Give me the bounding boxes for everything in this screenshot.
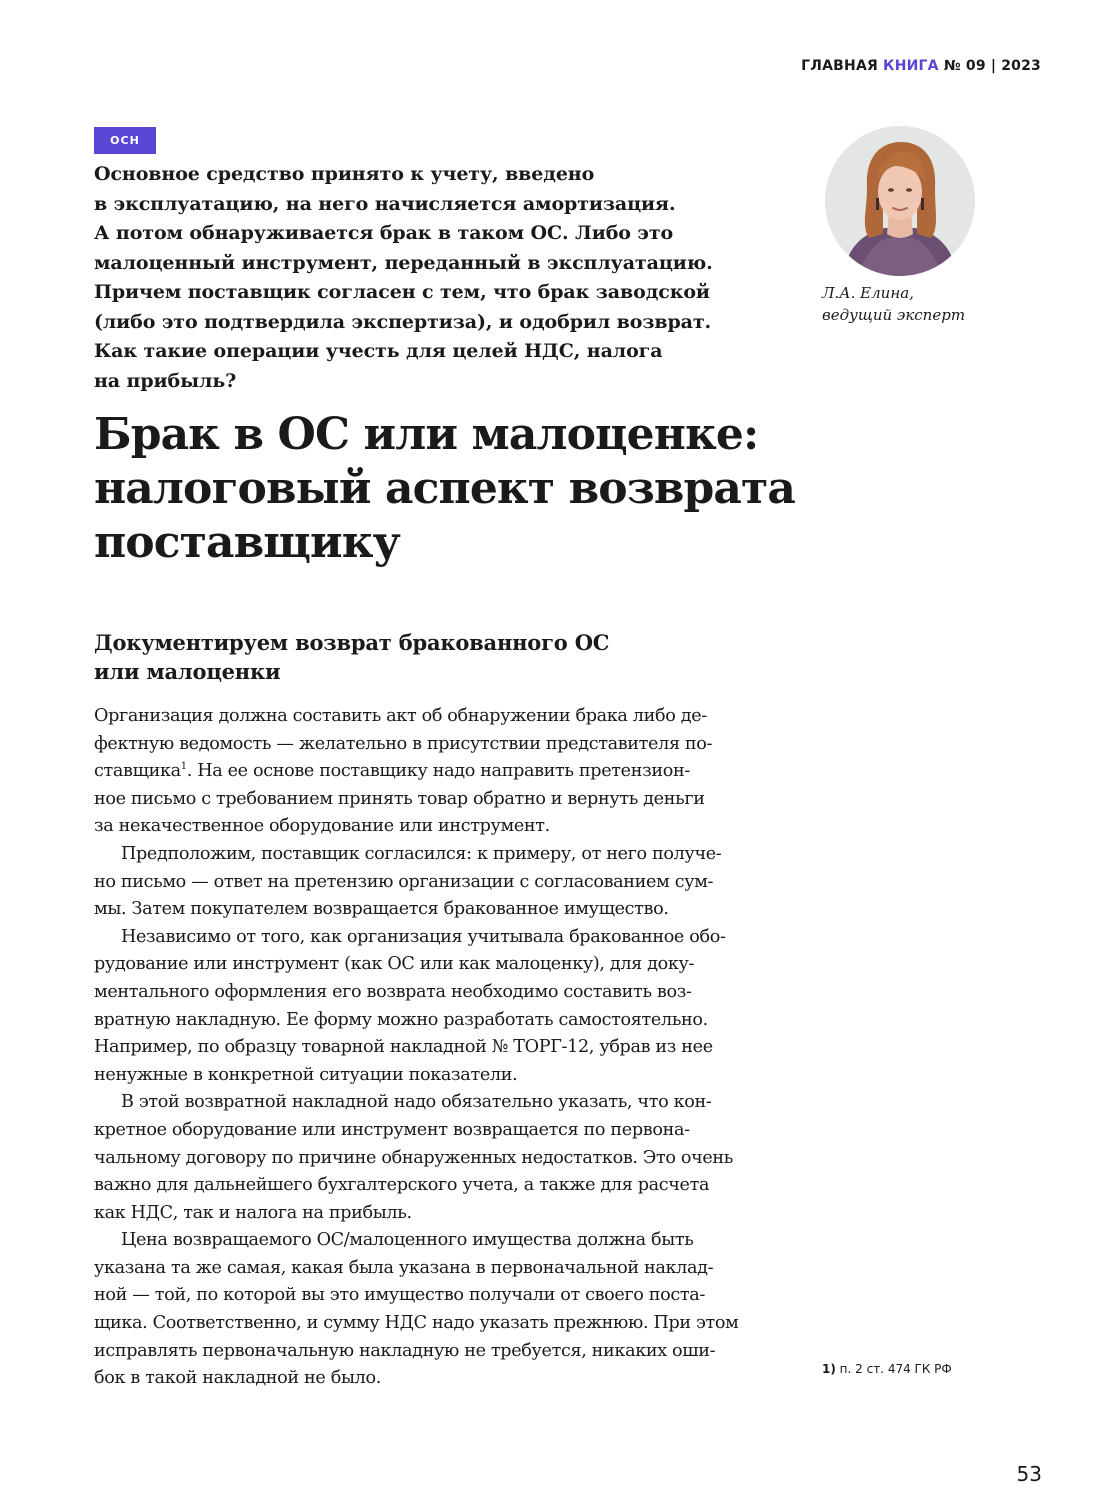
text-line: Цена возвращаемого ОС/малоценного имущества должна быть (121, 1230, 694, 1251)
paragraph-2 (94, 841, 772, 924)
author-caption (822, 282, 965, 326)
tax-regime-badge: ОСН (94, 127, 156, 154)
text-fragment: ставщика (94, 761, 181, 782)
text-line: Независимо от того, как организация учитывала бракованное обо- (121, 926, 726, 947)
article-body (94, 703, 772, 1393)
heading-line: Документируем возврат бракованного ОС (94, 630, 610, 655)
author-photo (825, 126, 975, 276)
footnote-text: п. 2 ст. 474 ГК РФ (839, 1362, 952, 1376)
lead-line: малоценный инструмент, переданный в эксплуатацию. (94, 251, 713, 274)
heading-line: или малоценки (94, 659, 281, 684)
paragraph-4 (94, 1089, 772, 1227)
lead-line: на прибыль? (94, 369, 237, 392)
footnote (822, 1362, 952, 1376)
lead-line: Основное средство принято к учету, введено (94, 163, 595, 185)
text-line: рудование или инструмент (как ОС или как малоценку), для доку- (94, 954, 695, 975)
lead-line: А потом обнаруживается брак в таком ОС. Либо это (94, 222, 674, 244)
text-fragment: . На ее основе поставщику надо направить претензион- (186, 761, 690, 782)
text-line: ной — той, по которой вы это имущество получали от своего поста- (94, 1285, 706, 1306)
text-line: ментального оформления его возврата необходимо составить воз- (94, 981, 692, 1002)
text-line: мы. Затем покупателем возвращается бракованное имущество. (94, 899, 669, 920)
text-line: указана та же самая, какая была указана в первоначальной наклад- (94, 1257, 714, 1278)
text-line: Например, по образцу товарной накладной № ТОРГ-12, убрав из нее (94, 1037, 713, 1058)
text-line: фектную ведомость — желательно в присутствии представителя по- (94, 733, 713, 754)
text-line: за некачественное оборудование или инструмент. (94, 816, 550, 837)
text-line: вратную накладную. Ее форму можно разработать самостоятельно. (94, 1009, 708, 1030)
issue-number: № 09 | 2023 (943, 58, 1041, 74)
text-line: щика. Соответственно, и сумму НДС надо указать прежнюю. При этом (94, 1313, 739, 1334)
footnote-ref[interactable]: 1 (180, 761, 187, 773)
text-line: Предположим, поставщик согласился: к примеру, от него получе- (121, 843, 722, 864)
brand-main: ГЛАВНАЯ (801, 58, 878, 74)
lead-line: в эксплуатацию, на него начисляется амортизация. (94, 192, 676, 215)
page-number: 53 (1016, 1462, 1042, 1486)
magazine-header (801, 58, 1041, 74)
text-line: Организация должна составить акт об обнаружении брака либо де- (94, 706, 707, 726)
text-line: исправлять первоначальную накладную не требуется, никаких оши- (94, 1340, 716, 1361)
article-title (94, 408, 795, 570)
text-line: чальному договору по причине обнаруженных недостатков. Это очень (94, 1147, 734, 1168)
title-line: поставщику (94, 517, 400, 568)
title-line: Брак в ОС или малоценке: (94, 409, 759, 460)
lead-line: (либо это подтвердила экспертиза), и одобрил возврат. (94, 310, 712, 333)
author-role: ведущий эксперт (822, 306, 966, 324)
author-name: Л.А. Елина, (822, 284, 914, 302)
lead-line: Как такие операции учесть для целей НДС, налога (94, 340, 663, 362)
text-line: важно для дальнейшего бухгалтерского учета, а также для расчета (94, 1175, 710, 1196)
brand-accent: КНИГА (883, 58, 939, 74)
text-line: как НДС, так и налога на прибыль. (94, 1202, 412, 1223)
text-line: бок в такой накладной не было. (94, 1368, 381, 1389)
paragraph-3 (94, 924, 772, 1090)
lead-line: Причем поставщик согласен с тем, что брак заводской (94, 281, 710, 303)
paragraph-1 (94, 703, 772, 841)
text-line (94, 758, 772, 786)
text-line: В этой возвратной накладной надо обязательно указать, что кон- (121, 1092, 712, 1113)
author-portrait-illustration (825, 126, 975, 276)
text-line: кретное оборудование или инструмент возвращается по первона- (94, 1119, 690, 1140)
lead-paragraph (94, 160, 814, 396)
text-line: ненужные в конкретной ситуации показатели. (94, 1064, 518, 1085)
footnote-mark: 1) (822, 1362, 836, 1376)
title-line: налоговый аспект возврата (94, 463, 796, 514)
section-heading (94, 628, 609, 686)
text-line: но письмо — ответ на претензию организации с согласованием сум- (94, 871, 714, 892)
text-line: ное письмо с требованием принять товар обратно и вернуть деньги (94, 788, 705, 809)
paragraph-5 (94, 1227, 772, 1393)
